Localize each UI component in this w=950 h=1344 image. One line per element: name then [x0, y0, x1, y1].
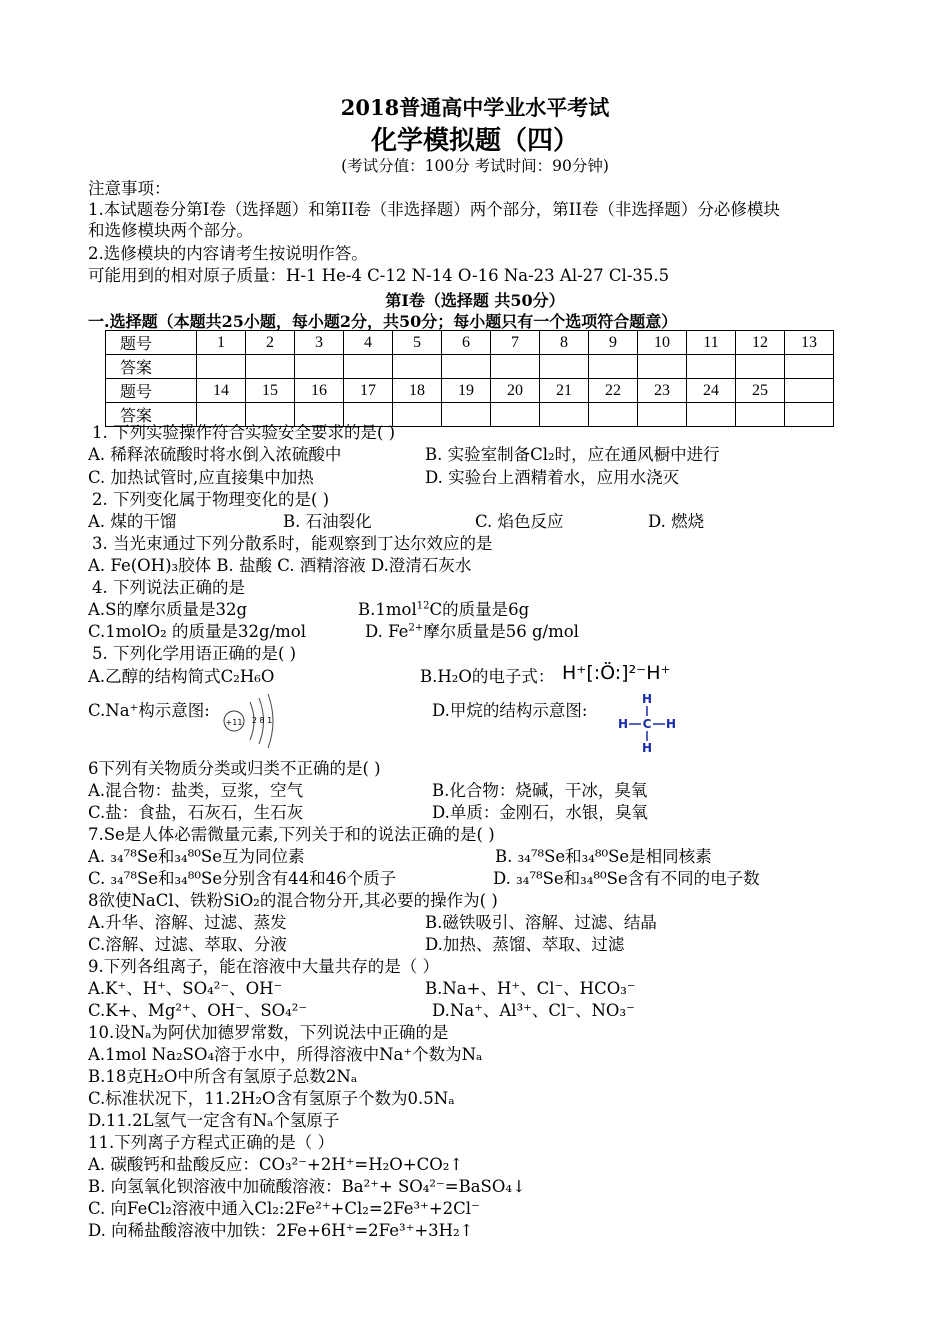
question-8: 8欲使NaCl、铁粉SiO₂的混合物分开,其必要的操作为( )	[88, 891, 498, 910]
question-4: 4. 下列说法正确的是	[92, 578, 245, 597]
section-title: 第I卷（选择题 共50分）	[385, 291, 565, 310]
q10-option-b: B.18克H₂O中所含有氢原子总数2Nₐ	[88, 1067, 358, 1086]
q10-option-d: D.11.2L氢气一定含有Nₐ个氢原子	[88, 1111, 340, 1130]
nucleus-label: +11	[225, 718, 243, 727]
answer-cell[interactable]	[246, 355, 295, 379]
question-5: 5. 下列化学用语正确的是( )	[92, 644, 297, 663]
q4-b-text: B.1mol	[358, 600, 417, 619]
q10-option-a: A.1mol Na₂SO₄溶于水中，所得溶液中Na⁺个数为Nₐ	[88, 1045, 483, 1064]
q4-option-b	[358, 599, 529, 620]
note-1: 1.本试题卷分第I卷（选择题）和第II卷（非选择题）两个部分，第II卷（非选择题）分必修模块	[88, 200, 780, 219]
question-number-cell: 7	[491, 331, 540, 355]
question-1: 1. 下列实验操作符合实验安全要求的是( )	[92, 423, 396, 442]
question-number-cell: 17	[344, 379, 393, 403]
q1-option-a: A. 稀释浓硫酸时将水倒入浓硫酸中	[88, 445, 342, 464]
answer-cell[interactable]	[785, 355, 834, 379]
question-11: 11.下列离子方程式正确的是（ ）	[88, 1133, 334, 1152]
q4-b-sup: 12	[416, 600, 430, 612]
question-3: 3. 当光束通过下列分散系时，能观察到丁达尔效应的是	[92, 534, 493, 553]
question-number-cell: 14	[197, 379, 246, 403]
question-number-cell: 20	[491, 379, 540, 403]
table-row	[106, 355, 834, 379]
label-cell: 答案	[106, 355, 197, 379]
answer-cell[interactable]	[687, 355, 736, 379]
question-number-cell: 4	[344, 331, 393, 355]
question-6: 6下列有关物质分类或归类不正确的是( )	[88, 759, 381, 778]
q8-option-c: C.溶解、过滤、萃取、分液	[88, 935, 287, 954]
answer-cell[interactable]	[344, 355, 393, 379]
answer-cell[interactable]	[295, 355, 344, 379]
question-number-cell: 24	[687, 379, 736, 403]
q5-option-b: B.H₂O的电子式：	[420, 667, 555, 686]
answer-cell[interactable]	[589, 403, 638, 427]
q9-option-c: C.K+、Mg²⁺、OH⁻、SO₄²⁻	[88, 1001, 308, 1020]
label-cell: 答案	[106, 403, 197, 427]
question-10: 10.设Nₐ为阿伏加德罗常数，下列说法中正确的是	[88, 1023, 449, 1042]
answer-cell[interactable]	[197, 355, 246, 379]
water-electron-formula: H⁺[:Ö:]²⁻H⁺	[562, 662, 671, 684]
atomic-masses: 可能用到的相对原子质量：H-1 He-4 C-12 N-14 O-16 Na-23 Al-27 Cl-35.5	[88, 266, 670, 285]
q11-option-a: A. 碳酸钙和盐酸反应：CO₃²⁻+2H⁺=H₂O+CO₂↑	[88, 1155, 464, 1174]
answer-cell[interactable]	[491, 355, 540, 379]
answer-cell[interactable]	[491, 403, 540, 427]
q2-option-a: A. 煤的干馏	[88, 512, 177, 531]
question-number-cell: 6	[442, 331, 491, 355]
answer-cell[interactable]	[540, 403, 589, 427]
q4-option-d	[365, 621, 579, 642]
methane-h-bottom: H	[641, 741, 653, 754]
label-cell: 题号	[106, 379, 197, 403]
sodium-ion-diagram-icon	[222, 690, 284, 750]
note-1-cont: 和选修模块两个部分。	[88, 221, 253, 240]
q4-d-sup: 2+	[408, 622, 424, 634]
question-number-cell: 18	[393, 379, 442, 403]
answer-cell[interactable]	[393, 403, 442, 427]
q4-b-text-post: C的质量是6g	[429, 600, 530, 619]
methane-h-top: H	[641, 692, 653, 706]
answer-cell[interactable]	[638, 403, 687, 427]
answer-cell[interactable]	[589, 355, 638, 379]
notes-heading: 注意事项：	[88, 179, 171, 198]
q6-option-c: C.盐：食盐，石灰石，生石灰	[88, 803, 304, 822]
answer-cell[interactable]	[687, 403, 736, 427]
q1-option-b: B. 实验室制备Cl₂时，应在通风橱中进行	[425, 445, 720, 464]
part-title: 一.选择题（本题共25小题，每小题2分，共50分；每小题只有一个选项符合题意）	[88, 312, 678, 331]
q3-options: A. Fe(OH)₃胶体 B. 盐酸 C. 酒精溶液 D.澄清石灰水	[88, 556, 472, 575]
label-cell: 题号	[106, 331, 197, 355]
q11-option-d: D. 向稀盐酸溶液中加铁：2Fe+6H⁺=2Fe³⁺+3H₂↑	[88, 1221, 474, 1240]
q9-option-a: A.K⁺、H⁺、SO₄²⁻、OH⁻	[88, 979, 283, 998]
q2-option-d: D. 燃烧	[648, 512, 705, 531]
q11-option-c: C. 向FeCl₂溶液中通入Cl₂:2Fe²⁺+Cl₂=2Fe³⁺+2Cl⁻	[88, 1199, 480, 1218]
question-number-cell: 19	[442, 379, 491, 403]
q5-option-d: D.甲烷的结构示意图:	[432, 701, 588, 720]
question-number-cell: 13	[785, 331, 834, 355]
answer-cell[interactable]	[540, 355, 589, 379]
question-number-cell: 12	[736, 331, 785, 355]
q8-option-a: A.升华、溶解、过滤、蒸发	[88, 913, 287, 932]
answer-cell[interactable]	[638, 355, 687, 379]
answer-cell[interactable]	[785, 403, 834, 427]
q4-option-a: A.S的摩尔质量是32g	[88, 600, 248, 619]
question-number-cell: 25	[736, 379, 785, 403]
table-row	[106, 331, 834, 355]
q6-option-b: B.化合物：烧碱，干冰，臭氧	[432, 781, 648, 800]
question-number-cell: 15	[246, 379, 295, 403]
question-number-cell: 5	[393, 331, 442, 355]
methane-h-right: H	[665, 717, 677, 731]
q6-option-a: A.混合物：盐类，豆浆，空气	[88, 781, 304, 800]
q9-option-d: D.Na⁺、Al³⁺、Cl⁻、NO₃⁻	[432, 1001, 635, 1020]
q4-option-c: C.1molO₂ 的质量是32g/mol	[88, 622, 306, 641]
exam-title: 2018普通高中学业水平考试	[340, 95, 610, 120]
question-number-cell: 10	[638, 331, 687, 355]
question-number-cell: 1	[197, 331, 246, 355]
question-number-cell: 9	[589, 331, 638, 355]
answer-cell[interactable]	[736, 403, 785, 427]
q2-option-c: C. 焰色反应	[475, 512, 564, 531]
question-number-cell	[785, 379, 834, 403]
shell-label: 2 8 1	[251, 716, 273, 725]
answer-cell[interactable]	[442, 355, 491, 379]
question-number-cell: 3	[295, 331, 344, 355]
q4-d-text-post: 摩尔质量是56 g/mol	[423, 622, 579, 641]
q11-option-b: B. 向氢氧化钡溶液中加硫酸溶液：Ba²⁺+ SO₄²⁻=BaSO₄↓	[88, 1177, 526, 1196]
q8-option-d: D.加热、蒸馏、萃取、过滤	[425, 935, 625, 954]
q2-option-b: B. 石油裂化	[283, 512, 372, 531]
answer-table	[105, 330, 834, 427]
question-9: 9.下列各组离子，能在溶液中大量共存的是（ ）	[88, 957, 439, 976]
q6-option-d: D.单质：金刚石，水银，臭氧	[432, 803, 648, 822]
answer-cell[interactable]	[442, 403, 491, 427]
question-number-cell: 22	[589, 379, 638, 403]
q9-option-b: B.Na+、H⁺、Cl⁻、HCO₃⁻	[425, 979, 636, 998]
question-7: 7.Se是人体必需微量元素,下列关于和的说法正确的是( )	[88, 825, 495, 844]
q8-option-b: B.磁铁吸引、溶解、过滤、结晶	[425, 913, 657, 932]
q7-option-d: D. ₃₄⁷⁸Se和₃₄⁸⁰Se含有不同的电子数	[493, 869, 760, 888]
table-row	[106, 379, 834, 403]
q5-option-c: C.Na⁺构示意图:	[88, 701, 210, 720]
question-number-cell: 23	[638, 379, 687, 403]
answer-cell[interactable]	[736, 355, 785, 379]
exam-info: (考试分值：100分 考试时间：90分钟)	[341, 157, 609, 175]
q7-option-c: C. ₃₄⁷⁸Se和₃₄⁸⁰Se分别含有44和46个质子	[88, 869, 397, 888]
methane-h-left: H	[617, 717, 629, 731]
answer-cell[interactable]	[393, 355, 442, 379]
q7-option-a: A. ₃₄⁷⁸Se和₃₄⁸⁰Se互为同位素	[88, 847, 305, 866]
note-2: 2.选修模块的内容请考生按说明作答。	[88, 244, 368, 263]
question-number-cell: 11	[687, 331, 736, 355]
question-2: 2. 下列变化属于物理变化的是( )	[92, 490, 330, 509]
exam-subject-title: 化学模拟题（四）	[370, 126, 579, 156]
question-number-cell: 21	[540, 379, 589, 403]
q10-option-c: C.标准状况下，11.2H₂O含有氢原子个数为0.5Nₐ	[88, 1089, 455, 1108]
question-number-cell: 2	[246, 331, 295, 355]
methane-structure-icon	[617, 690, 679, 754]
question-number-cell: 8	[540, 331, 589, 355]
methane-c: C	[642, 717, 652, 731]
question-number-cell: 16	[295, 379, 344, 403]
q5-option-a: A.乙醇的结构简式C₂H₆O	[88, 667, 275, 686]
q7-option-b: B. ₃₄⁷⁸Se和₃₄⁸⁰Se是相同核素	[495, 847, 712, 866]
q4-d-text: D. Fe	[365, 622, 409, 641]
q1-option-c: C. 加热试管时,应直接集中加热	[88, 468, 314, 487]
q1-option-d: D. 实验台上酒精着水，应用水浇灭	[425, 468, 680, 487]
